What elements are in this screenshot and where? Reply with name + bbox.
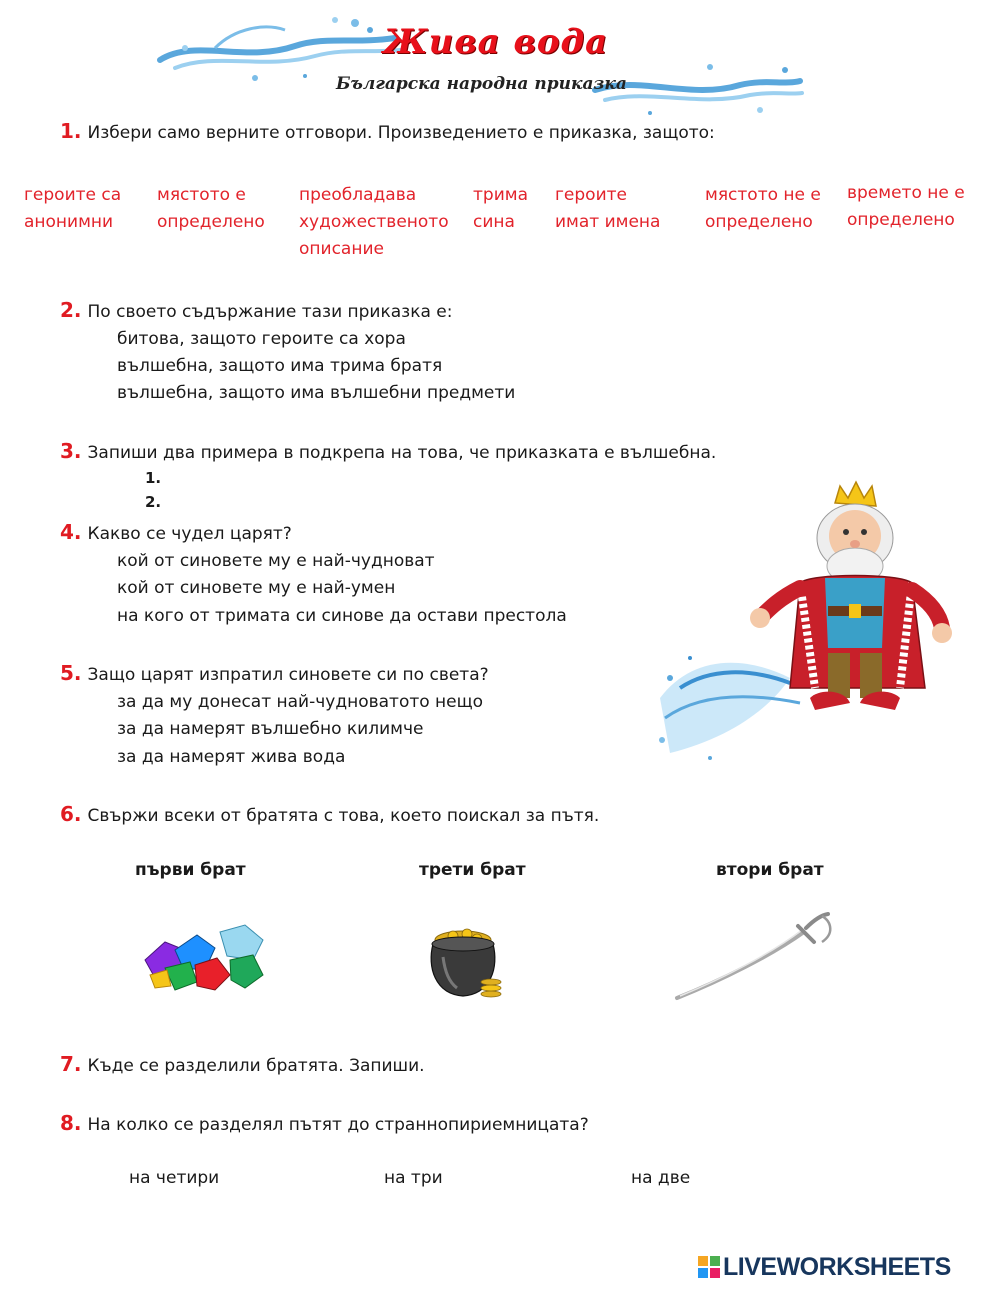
- question-number: 3.: [60, 439, 82, 463]
- answer-option[interactable]: героите имат имена: [555, 185, 661, 232]
- answer-option[interactable]: времето не е определено: [847, 183, 965, 230]
- choice-option[interactable]: битова, защото героите са хора: [117, 329, 406, 349]
- brother-label[interactable]: първи брат: [135, 860, 246, 880]
- choice-option[interactable]: за да му донесат най-чудноватото нещо: [117, 692, 484, 712]
- answer-option[interactable]: мястото не е определено: [705, 185, 821, 232]
- question-5: [60, 662, 489, 686]
- question-text: На колко се разделял пътят до страннопириемницата?: [87, 1115, 589, 1135]
- king-illustration: [650, 478, 980, 778]
- sword-image[interactable]: [672, 910, 842, 1005]
- question-text: Свържи всеки от братята с това, което поискал за пътя.: [87, 806, 600, 826]
- liveworksheets-logo-icon: [698, 1256, 720, 1278]
- answer-line-1[interactable]: 1.: [145, 469, 162, 487]
- question-text: Избери само верните отговори. Произведението е приказка, защото:: [87, 123, 715, 143]
- answer-option[interactable]: мястото е определено: [157, 185, 265, 232]
- gems-image[interactable]: [135, 920, 270, 995]
- question-text: Какво се чудел царят?: [87, 524, 292, 544]
- question-8: [60, 1112, 589, 1136]
- question-number: 4.: [60, 520, 82, 544]
- choice-option[interactable]: на кого от тримата си синове да остави престола: [117, 606, 567, 626]
- question-3: [60, 440, 716, 464]
- choice-option[interactable]: вълшебна, защото има трима братя: [117, 356, 443, 376]
- page-title: Жива вода: [383, 22, 609, 62]
- question-number: 8.: [60, 1111, 82, 1135]
- question-text: Къде се разделили братята. Запиши.: [87, 1056, 425, 1076]
- question-6: [60, 803, 599, 827]
- question-4: [60, 521, 292, 545]
- choice-option[interactable]: за да намерят жива вода: [117, 747, 346, 767]
- question-text: Запиши два примера в подкрепа на това, че приказката е вълшебна.: [87, 443, 717, 463]
- logo-text: LIVEWORKSHEETS: [723, 1253, 951, 1281]
- pot-of-gold-image[interactable]: [425, 922, 507, 1007]
- brother-label[interactable]: трети брат: [419, 860, 526, 880]
- choice-option[interactable]: кой от синовете му е най-чудноват: [117, 551, 435, 571]
- question-text: По своето съдържание тази приказка е:: [87, 302, 453, 322]
- question-1: [60, 120, 715, 144]
- choice-option[interactable]: за да намерят вълшебно килимче: [117, 719, 424, 739]
- choice-option[interactable]: на четири: [129, 1168, 220, 1188]
- question-number: 1.: [60, 119, 82, 143]
- question-number: 5.: [60, 661, 82, 685]
- question-7: [60, 1053, 425, 1077]
- liveworksheets-logo: [698, 1253, 951, 1282]
- choice-option[interactable]: на две: [631, 1168, 691, 1188]
- question-2: [60, 299, 452, 323]
- answer-option[interactable]: героите са анонимни: [24, 185, 122, 232]
- answer-option[interactable]: преобладава художественото описание: [299, 185, 449, 259]
- question-text: Защо царят изпратил синовете си по света?: [87, 665, 489, 685]
- question-number: 6.: [60, 802, 82, 826]
- question-number: 7.: [60, 1052, 82, 1076]
- choice-option[interactable]: кой от синовете му е най-умен: [117, 578, 396, 598]
- brother-label[interactable]: втори брат: [716, 860, 824, 880]
- answer-option[interactable]: трима сина: [473, 185, 528, 232]
- question-number: 2.: [60, 298, 82, 322]
- page-subtitle: Българска народна приказка: [336, 74, 627, 94]
- answer-line-2[interactable]: 2.: [145, 493, 162, 511]
- choice-option[interactable]: вълшебна, защото има вълшебни предмети: [117, 383, 516, 403]
- choice-option[interactable]: на три: [384, 1168, 443, 1188]
